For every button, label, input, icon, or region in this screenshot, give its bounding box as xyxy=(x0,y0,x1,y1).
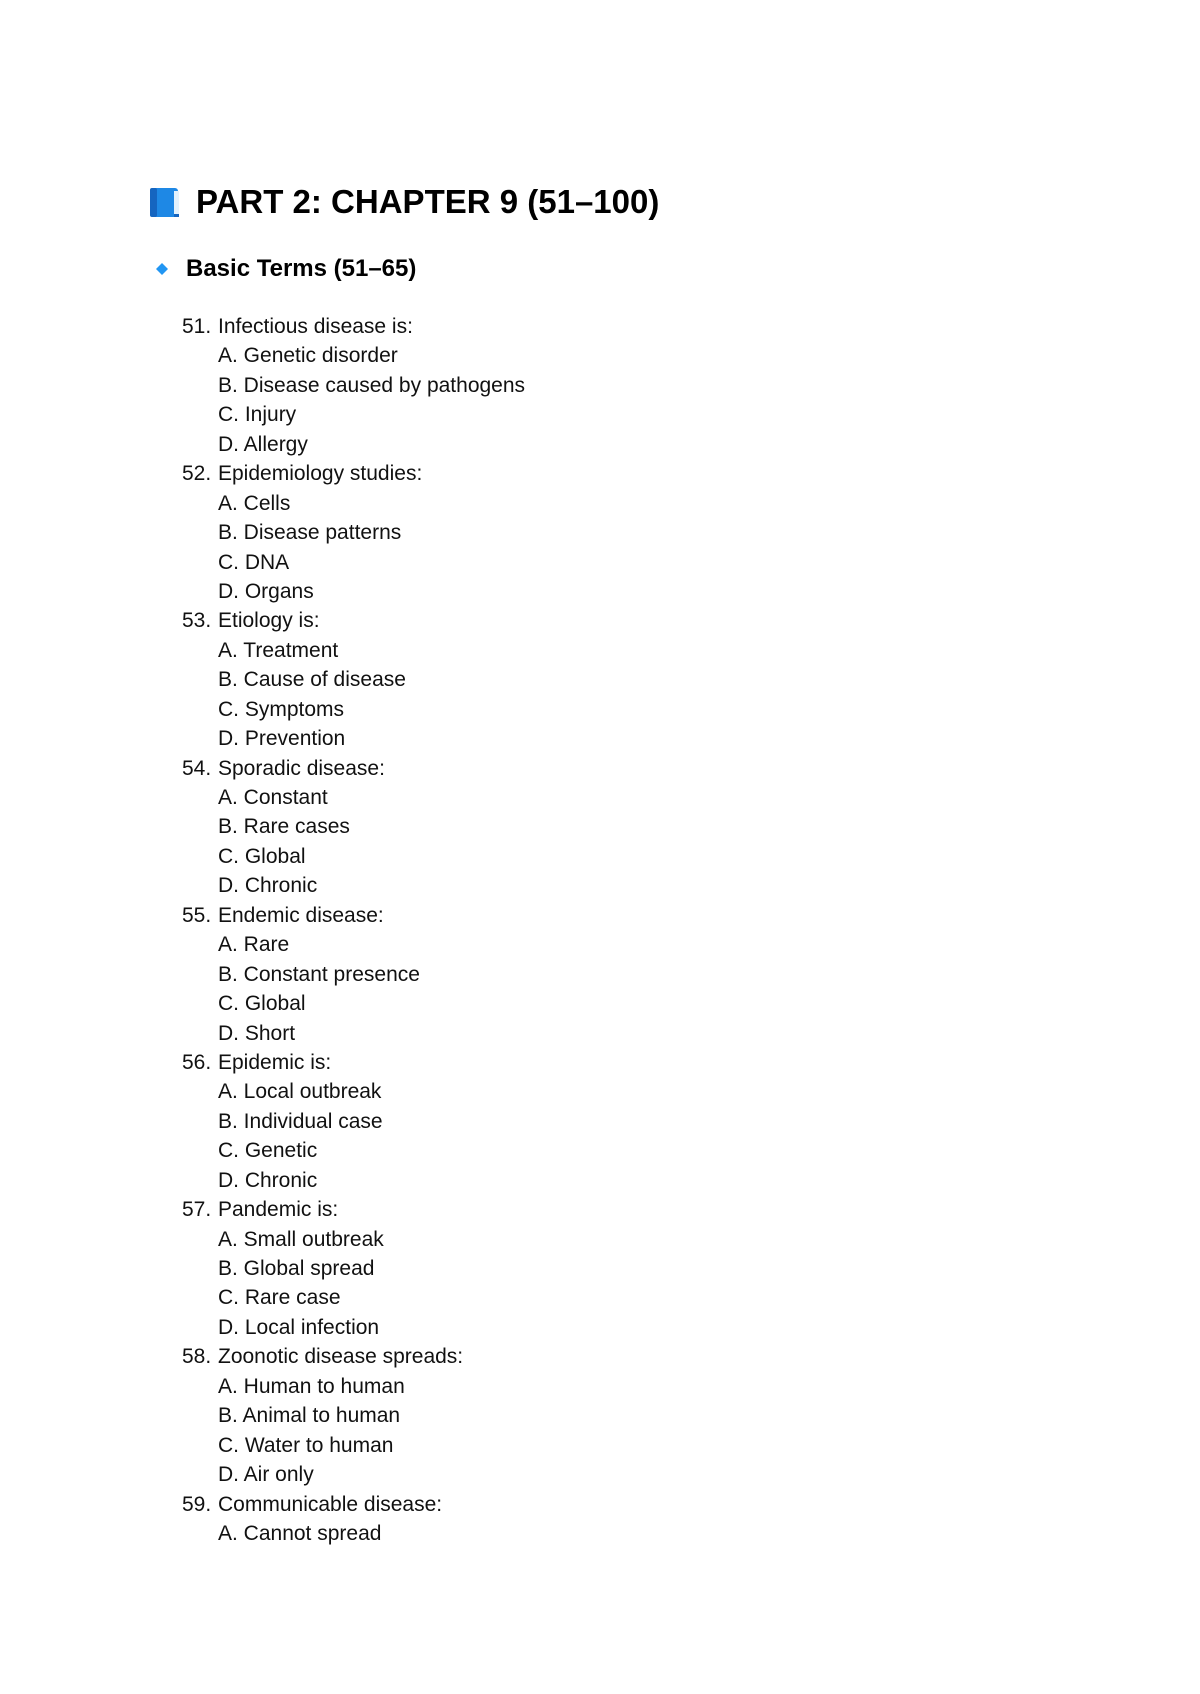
question-number: 54. xyxy=(182,756,212,780)
question-text: Pandemic is: xyxy=(218,1198,339,1222)
question-text: Zoonotic disease spreads: xyxy=(218,1345,464,1369)
question-list xyxy=(0,312,1200,1548)
question-item xyxy=(0,312,1200,341)
answer-option: B. Constant presence xyxy=(218,962,420,986)
answer-option: D. Allergy xyxy=(218,432,308,456)
answer-option: D. Organs xyxy=(218,579,314,603)
question-number: 52. xyxy=(182,462,212,486)
question-text: Communicable disease: xyxy=(218,1492,443,1516)
answer-option: A. Genetic disorder xyxy=(218,344,398,368)
question-item xyxy=(0,459,1200,488)
question-number: 53. xyxy=(182,609,212,633)
question-text: Endemic disease: xyxy=(218,903,384,927)
small-blue-diamond-icon xyxy=(156,263,168,275)
question-item xyxy=(0,1342,1200,1371)
question-item xyxy=(0,754,1200,783)
answer-option: B. Cause of disease xyxy=(218,668,406,692)
question-item xyxy=(0,901,1200,930)
answer-option: B. Disease patterns xyxy=(218,521,402,545)
answer-option: A. Rare xyxy=(218,933,290,957)
answer-option: A. Treatment xyxy=(218,638,339,662)
question-number: 56. xyxy=(182,1050,212,1074)
blue-book-icon xyxy=(148,185,182,219)
answer-option: C. DNA xyxy=(218,550,290,574)
question-number: 51. xyxy=(182,315,212,338)
question-item xyxy=(0,1048,1200,1077)
answer-option: D. Air only xyxy=(218,1463,314,1487)
question-number: 58. xyxy=(182,1345,212,1369)
answer-option: A. Cells xyxy=(218,491,291,515)
answer-option: A. Local outbreak xyxy=(218,1080,382,1104)
question-item xyxy=(0,606,1200,635)
question-item xyxy=(0,1490,1200,1519)
section-heading-text: Basic Terms (51–65) xyxy=(186,255,417,282)
answer-option: B. Disease caused by pathogens xyxy=(218,373,526,397)
answer-option: C. Symptoms xyxy=(218,697,345,721)
answer-option: A. Human to human xyxy=(218,1374,405,1398)
answer-option: C. Rare case xyxy=(218,1286,341,1310)
answer-option: C. Genetic xyxy=(218,1139,318,1163)
question-text: Epidemic is: xyxy=(218,1050,332,1074)
question-number: 59. xyxy=(182,1492,212,1516)
answer-option: A. Cannot spread xyxy=(218,1521,382,1545)
answer-option: B. Rare cases xyxy=(218,815,350,839)
answer-option: C. Water to human xyxy=(218,1433,394,1457)
answer-option: A. Constant xyxy=(218,786,328,809)
page-title xyxy=(148,180,659,224)
answer-option: D. Chronic xyxy=(218,874,318,898)
answer-option: C. Injury xyxy=(218,403,297,427)
answer-option: D. Local infection xyxy=(218,1315,380,1339)
question-text: Sporadic disease: xyxy=(218,756,385,780)
answer-option: B. Global spread xyxy=(218,1257,375,1280)
question-number: 57. xyxy=(182,1198,212,1222)
answer-option: B. Individual case xyxy=(218,1109,383,1133)
answer-option: D. Short xyxy=(218,1021,296,1045)
question-number: 55. xyxy=(182,903,212,927)
page-title-text: PART 2: CHAPTER 9 (51–100) xyxy=(196,183,660,220)
answer-option: C. Global xyxy=(218,992,306,1016)
question-text: Etiology is: xyxy=(218,609,320,633)
answer-option: D. Prevention xyxy=(218,727,346,751)
question-item xyxy=(0,1195,1200,1224)
answer-option: B. Animal to human xyxy=(218,1404,401,1428)
section-heading xyxy=(156,252,416,286)
answer-option: C. Global xyxy=(218,844,306,868)
question-text: Epidemiology studies: xyxy=(218,462,423,486)
question-text: Infectious disease is: xyxy=(218,315,413,338)
answer-option: D. Chronic xyxy=(218,1168,318,1192)
answer-option: A. Small outbreak xyxy=(218,1227,384,1251)
